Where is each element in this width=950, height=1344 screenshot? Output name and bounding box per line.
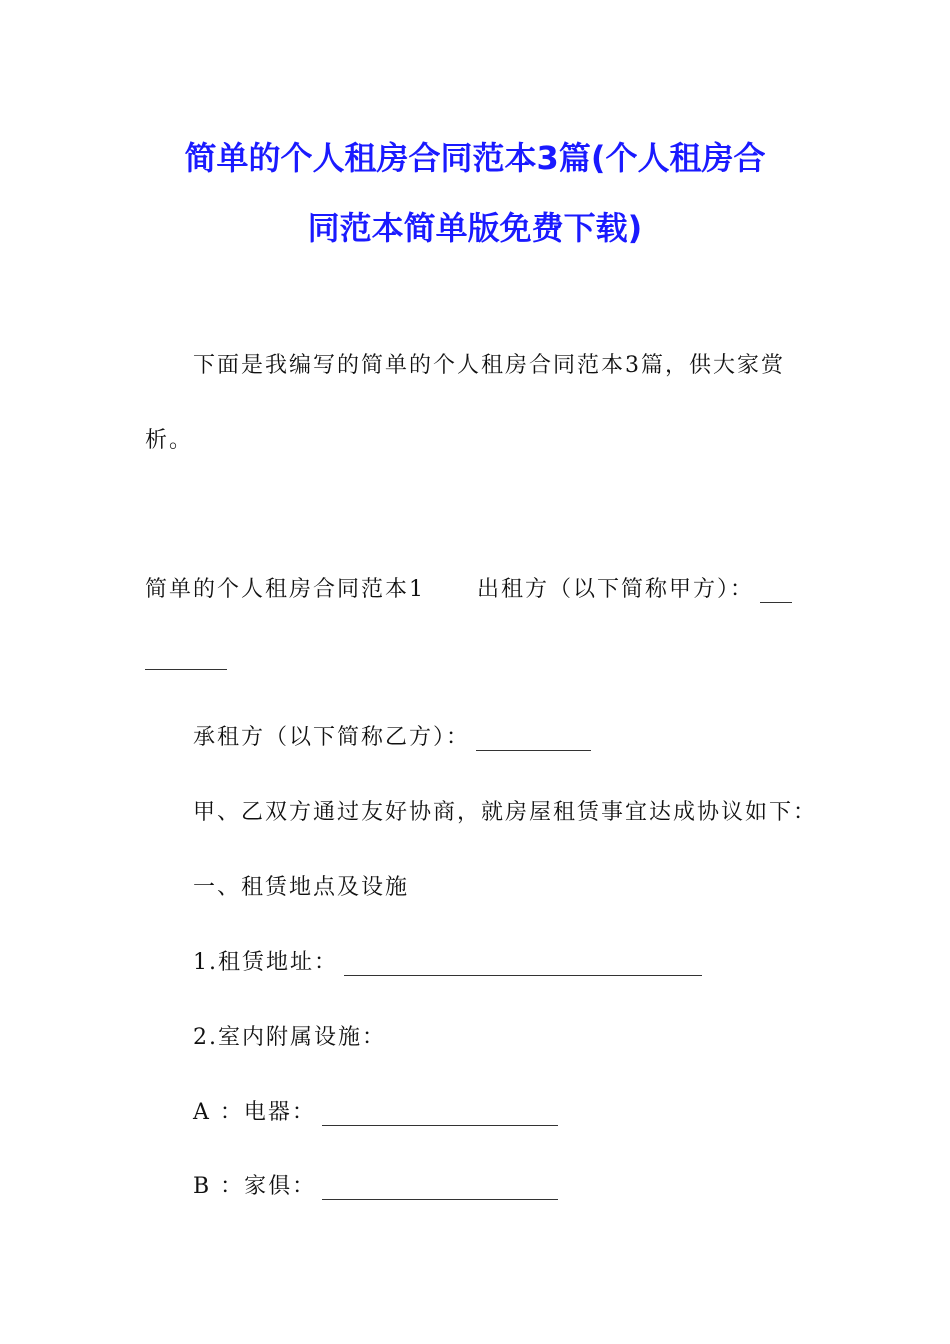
intro-paragraph-line-2: 析。	[145, 428, 194, 453]
clause-heading-1: 一、租赁地点及设施	[193, 875, 410, 900]
facilities-heading: 2.室内附属设施：	[193, 1025, 386, 1050]
lessee-blank-line	[476, 728, 591, 751]
furniture-blank-line	[322, 1177, 558, 1200]
rental-address-row	[193, 945, 702, 976]
appliances-row	[193, 1095, 558, 1126]
rental-address-blank-line	[344, 953, 702, 976]
lessor-blank-line-2	[145, 647, 227, 670]
contract-heading: 简单的个人租房合同范本1	[145, 577, 425, 602]
lessee-label: 承租方（以下简称乙方）：	[193, 725, 471, 750]
document-title-line-1: 简单的个人租房合同范本3篇(个人租房合	[184, 139, 766, 177]
lessor-label: 出租方（以下简称甲方）：	[477, 577, 755, 602]
furniture-label: B ：家俱：	[193, 1174, 317, 1199]
contract-heading-row	[145, 572, 792, 603]
lessor-blank-continuation	[145, 645, 227, 670]
document-title-line-2: 同范本简单版免费下载)	[307, 209, 643, 247]
rental-address-label: 1.租赁地址：	[193, 950, 338, 975]
furniture-row	[193, 1169, 558, 1200]
lessor-blank-line	[760, 580, 792, 603]
intro-paragraph-line-1: 下面是我编写的简单的个人租房合同范本3篇，供大家赏	[193, 353, 785, 378]
appliances-label: A ：电器：	[193, 1100, 316, 1125]
lessee-row	[193, 720, 591, 751]
agreement-paragraph: 甲、乙双方通过友好协商，就房屋租赁事宜达成协议如下：	[193, 800, 818, 825]
appliances-blank-line	[322, 1103, 558, 1126]
